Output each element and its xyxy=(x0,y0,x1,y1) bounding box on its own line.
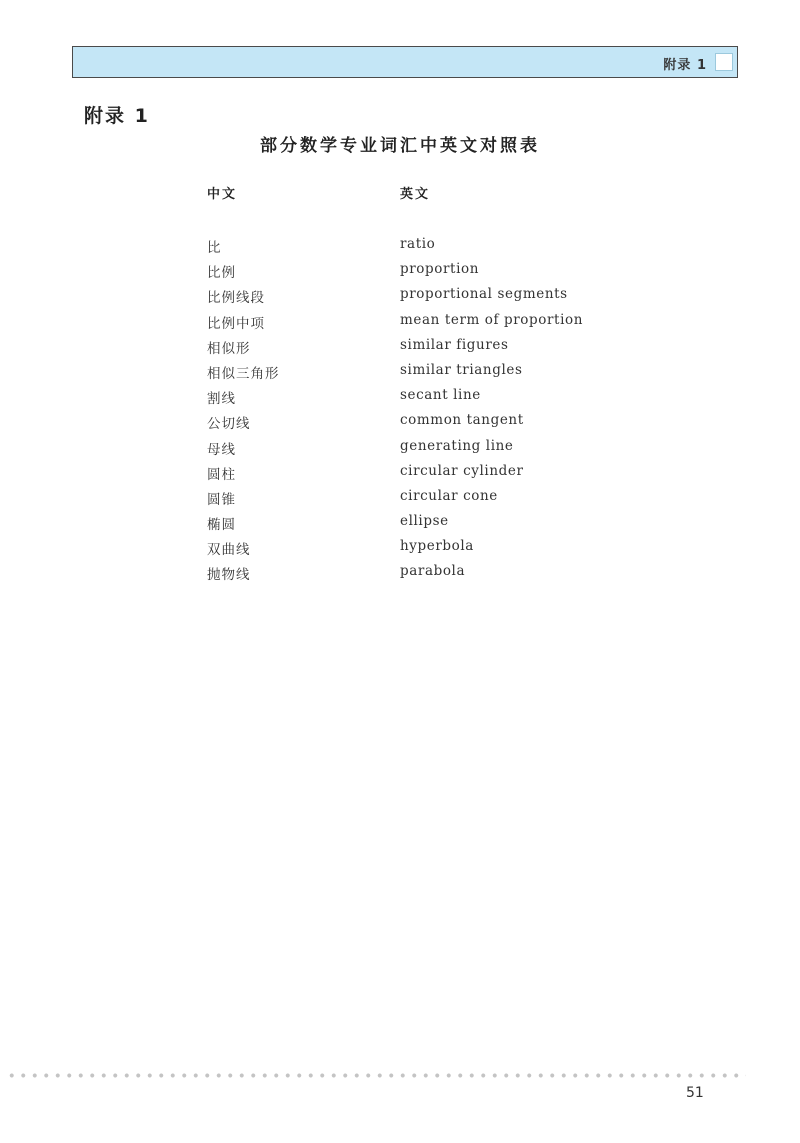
column-header-chinese: 中文 xyxy=(207,187,238,202)
english-term: secant line xyxy=(400,387,481,404)
chinese-term: 相似形 xyxy=(207,340,251,357)
english-term: generating line xyxy=(400,437,514,454)
english-term: parabola xyxy=(400,563,466,580)
chinese-term: 母线 xyxy=(207,441,236,458)
running-header xyxy=(72,46,738,78)
appendix-title: 附录 1 xyxy=(84,105,150,127)
english-term: common tangent xyxy=(400,412,524,429)
chinese-term: 公切线 xyxy=(207,416,251,433)
column-header-english: 英文 xyxy=(400,187,431,202)
chinese-term: 比例线段 xyxy=(207,290,265,307)
chinese-term: 双曲线 xyxy=(207,542,251,559)
header-section-label: 附录 1 xyxy=(663,58,707,73)
chinese-term: 割线 xyxy=(207,391,236,408)
english-term: ratio xyxy=(400,236,436,252)
footer-dotted-rule xyxy=(6,1073,746,1078)
english-term: circular cone xyxy=(400,487,498,504)
english-term: proportion xyxy=(400,261,480,278)
chinese-term: 圆柱 xyxy=(207,466,236,483)
chinese-term: 抛物线 xyxy=(207,567,251,584)
english-term: ellipse xyxy=(400,513,449,530)
english-term: mean term of proportion xyxy=(400,311,584,328)
chinese-term: 圆锥 xyxy=(207,491,236,508)
table-title: 部分数学专业词汇中英文对照表 xyxy=(260,136,540,156)
english-term: circular cylinder xyxy=(400,462,524,479)
english-term: similar triangles xyxy=(400,361,523,378)
page-number: 51 xyxy=(686,1085,704,1101)
english-term: similar figures xyxy=(400,336,509,353)
chinese-term: 椭圆 xyxy=(207,517,236,534)
chinese-term: 比例 xyxy=(207,265,236,282)
chinese-term: 比 xyxy=(207,240,222,256)
chinese-term: 比例中项 xyxy=(207,315,265,332)
english-term: hyperbola xyxy=(400,538,474,555)
chinese-term: 相似三角形 xyxy=(207,365,280,382)
english-term: proportional segments xyxy=(400,286,568,303)
header-corner-square xyxy=(715,53,733,71)
